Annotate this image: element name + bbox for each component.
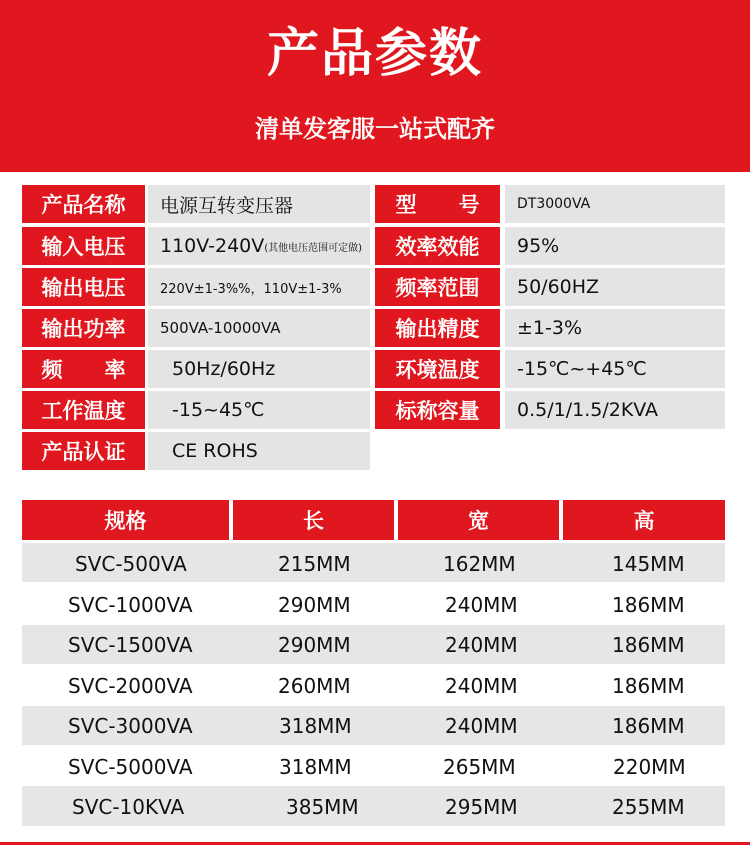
table-cell: 385MM	[286, 795, 359, 819]
table-cell: 240MM	[445, 633, 518, 657]
header-banner	[0, 0, 750, 172]
table-cell: 295MM	[445, 795, 518, 819]
spec-label: 效率效能	[375, 227, 500, 265]
spec-label: 型 号	[375, 185, 500, 223]
table-cell: 240MM	[445, 714, 518, 738]
table-cell: 260MM	[278, 674, 351, 698]
table-cell: 318MM	[279, 755, 352, 779]
spec-value	[148, 227, 370, 265]
table-cell: 145MM	[612, 552, 685, 576]
table-cell: 240MM	[445, 593, 518, 617]
spec-label: 频率范围	[375, 268, 500, 306]
column-header-height: 高	[563, 500, 725, 540]
spec-label: 输出电压	[22, 268, 145, 306]
spec-label: 环境温度	[375, 350, 500, 388]
spec-value: -15℃~+45℃	[505, 350, 725, 388]
table-cell: 215MM	[278, 552, 351, 576]
spec-value: 50/60HZ	[505, 268, 725, 306]
table-cell: 290MM	[278, 633, 351, 657]
spec-label: 输入电压	[22, 227, 145, 265]
table-cell: 162MM	[443, 552, 516, 576]
spec-value: 电源互转变压器	[148, 185, 370, 223]
spec-value: 500VA-10000VA	[148, 309, 370, 347]
spec-value-main: 110V-240V	[160, 235, 265, 257]
table-cell: SVC-3000VA	[68, 714, 193, 738]
column-header-length: 长	[233, 500, 394, 540]
table-cell: SVC-1000VA	[68, 593, 193, 617]
table-cell: 186MM	[612, 633, 685, 657]
spec-value: 95%	[505, 227, 725, 265]
spec-value: DT3000VA	[505, 185, 725, 223]
table-cell: 186MM	[612, 593, 685, 617]
table-cell: 265MM	[443, 755, 516, 779]
page-title: 产品参数	[266, 24, 483, 84]
spec-label: 输出功率	[22, 309, 145, 347]
table-cell: 290MM	[278, 593, 351, 617]
spec-label: 频 率	[22, 350, 145, 388]
spec-value: 220V±1-3%%，110V±1-3%	[148, 268, 370, 306]
spec-label: 产品名称	[22, 185, 145, 223]
spec-value: 0.5/1/1.5/2KVA	[505, 391, 725, 429]
spec-value: 50Hz/60Hz	[148, 350, 370, 388]
spec-value: CE ROHS	[148, 432, 370, 470]
table-cell: SVC-1500VA	[68, 633, 193, 657]
page-subtitle: 清单发客服一站式配齐	[255, 115, 495, 143]
table-cell: 240MM	[445, 674, 518, 698]
table-cell: SVC-5000VA	[68, 755, 193, 779]
table-cell: SVC-500VA	[75, 552, 187, 576]
table-cell: 255MM	[612, 795, 685, 819]
spec-label: 产品认证	[22, 432, 145, 470]
table-cell: 186MM	[612, 674, 685, 698]
spec-value: -15~45℃	[148, 391, 370, 429]
table-cell: 186MM	[612, 714, 685, 738]
spec-value-note: (其他电压范围可定做)	[264, 242, 363, 254]
spec-label: 标称容量	[375, 391, 500, 429]
table-cell: SVC-2000VA	[68, 674, 193, 698]
column-header-width: 宽	[398, 500, 559, 540]
spec-label: 输出精度	[375, 309, 500, 347]
table-cell: 318MM	[279, 714, 352, 738]
table-cell: SVC-10KVA	[72, 795, 185, 819]
table-cell: 220MM	[613, 755, 686, 779]
spec-label: 工作温度	[22, 391, 145, 429]
column-header-model: 规格	[22, 500, 229, 540]
spec-value: ±1-3%	[505, 309, 725, 347]
